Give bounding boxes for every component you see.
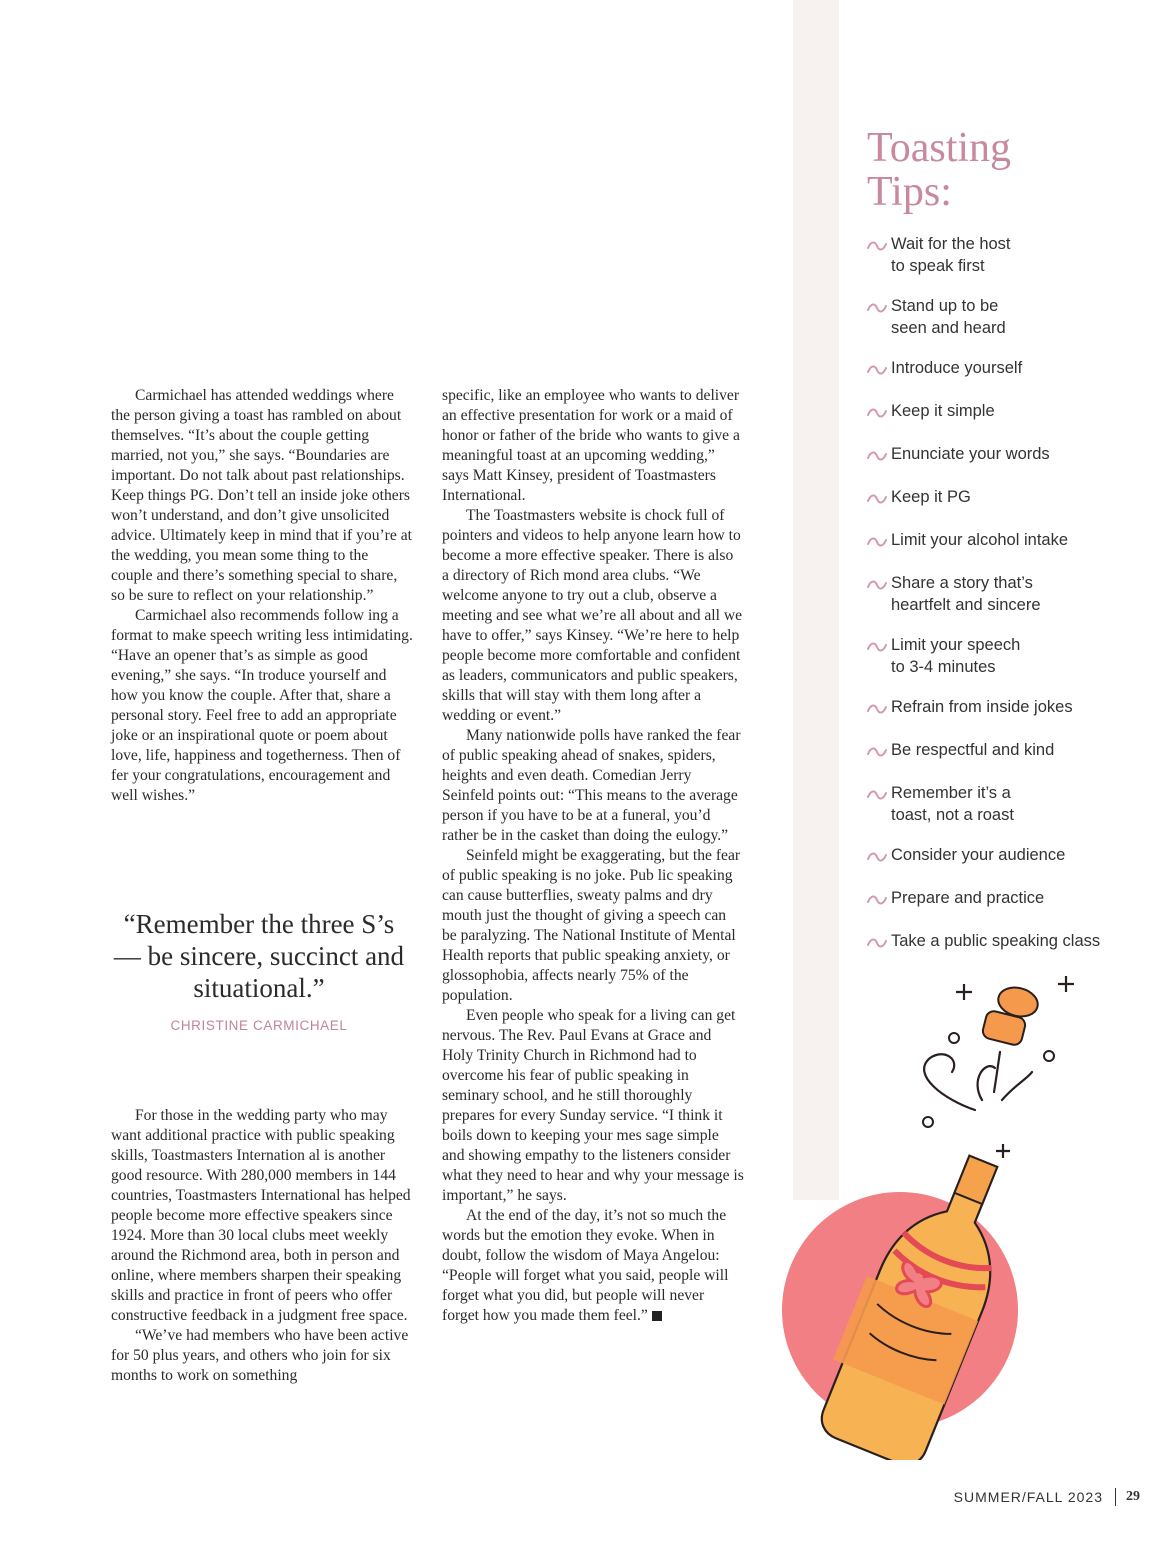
- champagne-bottle-illustration: [770, 960, 1164, 1460]
- tip-item: [867, 233, 1157, 277]
- article-paragraph: Many nationwide polls have ranked the fear of public speaking ahead of snakes, spiders, heights and even death. Comedian Jerry Seinfeld points out: “This means to the average person if you have to be at a funeral, you’d rather be in the casket than doing the eulogy.”: [442, 727, 741, 844]
- tip-text: Be respectful and kind: [891, 741, 1055, 759]
- swirl-bullet-icon: [867, 782, 891, 826]
- tip-item: [867, 400, 1157, 425]
- tip-text: Keep it simple: [891, 402, 995, 420]
- swirl-bullet-icon: [867, 357, 891, 382]
- tip-item: [867, 295, 1157, 339]
- end-mark-icon: [652, 1311, 662, 1321]
- tip-text: Enunciate your words: [891, 445, 1050, 463]
- tip-text: Take a public speaking class: [891, 932, 1101, 950]
- article-paragraph: Carmichael has attended weddings where the person giving a toast has rambled on about themselves. “It’s about the couple getting married, not you,” she says. “Boundaries are important. Do not talk about past relationships. Keep things PG. Don’t tell an inside joke others won’t understand, and don’t give unsolicited advice. Ultimately keep in mind that if you’re at the wedding, you mean some thing to the couple and there’s something special to share, so be sure to reflect on your relationship.”: [111, 387, 412, 604]
- page-footer: [954, 1488, 1140, 1506]
- pull-quote-attribution: CHRISTINE CARMICHAEL: [170, 1018, 348, 1033]
- swirl-bullet-icon: [867, 295, 891, 339]
- article-column-middle: [442, 386, 744, 1326]
- article-paragraph: The Toastmasters website is chock full of pointers and videos to help anyone learn how to become a more effective speaker. There is also a directory of Rich mond area clubs. “We welcome anyone to try out a club, observe a meeting and see what we’re all about and all we have to offer,” says Kinsey. “We’re here to help people become more comfortable and confident as leaders, communicators and public speakers, skills that will stay with them long after a wedding or event.”: [442, 507, 743, 724]
- swirl-bullet-icon: [867, 739, 891, 764]
- article-paragraph: Seinfeld might be exaggerating, but the fear of public speaking is no joke. Pub lic speaking can cause butterflies, sweaty palms and dry mouth just the thought of giving a speech can be paralyzing. The National Institute of Mental Health reports that public speaking anxiety, or glossophobia, affects nearly 75% of the population.: [442, 847, 741, 1004]
- tip-text: Consider your audience: [891, 846, 1066, 864]
- tip-item: [867, 696, 1157, 721]
- tip-item: [867, 529, 1157, 554]
- swirl-bullet-icon: [867, 572, 891, 616]
- article-paragraph: Carmichael also recommends follow ing a format to make speech writing less intimidating. “Have an opener that’s as simple as good evening,” she says. “In troduce yourself and how you know the couple. After that, share a personal story. Feel free to add an appropriate joke or an inspirational quote or poem about love, life, happiness and togetherness. Then of fer your congratulations, encouragement and well wishes.”: [111, 607, 413, 804]
- article-paragraph: Even people who speak for a living can get nervous. The Rev. Paul Evans at Grace and Holy Trinity Church in Richmond had to overcome his fear of public speaking in seminary school, and he still thoroughly prepares for every Sunday service. “I think it boils down to keeping your mes sage simple and showing empathy to the listeners consider what they need to hear and why your message is important,” he says.: [442, 1007, 744, 1204]
- sidebar-title-line1: Toasting: [867, 125, 1012, 171]
- spray-swirl-icon: [924, 1052, 1032, 1110]
- sidebar-title-line2: Tips:: [867, 169, 952, 215]
- cork-icon: [981, 984, 1041, 1047]
- tip-text: Prepare and practice: [891, 889, 1045, 907]
- tip-item: [867, 443, 1157, 468]
- tip-item: [867, 572, 1157, 616]
- tip-item: [867, 887, 1157, 912]
- swirl-bullet-icon: [867, 443, 891, 468]
- article-paragraph: specific, like an employee who wants to deliver an effective presentation for work or a maid of honor or father of the bride who wants to give a meaningful toast at an upcoming wedding,” says Matt Kinsey, president of Toastmasters International.: [442, 387, 740, 504]
- sidebar-title: [867, 126, 1147, 214]
- tip-text: Introduce yourself: [891, 359, 1023, 377]
- tip-text: Limit your alcohol intake: [891, 531, 1069, 549]
- tip-item: [867, 844, 1157, 869]
- article-column-left-top: [111, 386, 413, 806]
- tip-item: [867, 634, 1157, 678]
- swirl-bullet-icon: [867, 930, 891, 955]
- tip-item: [867, 739, 1157, 764]
- tip-text: Limit your speech to 3-4 minutes: [891, 636, 1021, 676]
- tip-text: Stand up to be seen and heard: [891, 297, 1006, 337]
- tip-text: Remember it’s a toast, not a roast: [891, 784, 1014, 824]
- bubble-icon: [923, 1033, 1054, 1127]
- tip-text: Keep it PG: [891, 488, 971, 506]
- tip-item: [867, 782, 1157, 826]
- tips-list: [867, 233, 1157, 973]
- issue-label: SUMMER/FALL 2023: [953, 1489, 1103, 1505]
- swirl-bullet-icon: [867, 634, 891, 678]
- tip-text: Wait for the host to speak first: [891, 235, 1011, 275]
- tip-item: [867, 486, 1157, 511]
- pull-quote-text: “Remember the three S’s — be sincere, succinct and situational.”: [113, 909, 405, 1003]
- tip-text: Refrain from inside jokes: [891, 698, 1073, 716]
- swirl-bullet-icon: [867, 233, 891, 277]
- article-paragraph: For those in the wedding party who may want additional practice with public speaking skills, Toastmasters Internation al is another good resource. With 280,000 members in 144 countries, Toastmasters International has helped people become more effective speakers since 1924. More than 30 local clubs meet weekly around the Richmond area, both in person and online, where members sharpen their speaking skills and practice in front of peers who offer constructive feedback in a judgment free space.: [111, 1107, 411, 1324]
- article-paragraph: “We’ve had members who have been active for 50 plus years, and others who join for six months to work on something: [111, 1327, 409, 1384]
- footer-divider: [1115, 1488, 1116, 1506]
- swirl-bullet-icon: [867, 529, 891, 554]
- tip-text: Share a story that’s heartfelt and sincere: [891, 574, 1041, 614]
- page-number: 29: [1126, 1489, 1140, 1504]
- swirl-bullet-icon: [867, 486, 891, 511]
- article-paragraph-final-text: At the end of the day, it’s not so much the words but the emotion they evoke. When in doubt, follow the wisdom of Maya Angelou: “People will forget what you said, people will forget what you did, but people will never forget how you made them feel.”: [442, 1207, 729, 1324]
- article-column-left-bottom: [111, 1106, 413, 1386]
- swirl-bullet-icon: [867, 887, 891, 912]
- tip-item: [867, 930, 1157, 955]
- swirl-bullet-icon: [867, 696, 891, 721]
- pull-quote: [111, 908, 407, 1033]
- swirl-bullet-icon: [867, 844, 891, 869]
- swirl-bullet-icon: [867, 400, 891, 425]
- tip-item: [867, 357, 1157, 382]
- article-paragraph-final: [442, 1206, 744, 1326]
